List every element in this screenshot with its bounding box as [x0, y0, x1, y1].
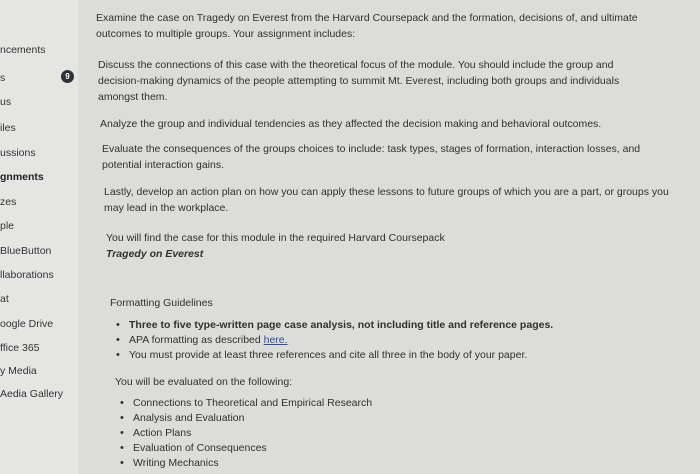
nav-item-s[interactable]: s: [0, 72, 6, 84]
nav-syllabus[interactable]: us: [0, 96, 12, 108]
evaluate-paragraph: Evaluate the consequences of the groups choices to include: task types, stages of formation, interaction losses, and potential interaction gains.: [102, 143, 641, 171]
nav-quizzes[interactable]: zes: [0, 196, 17, 208]
nav-collaborations[interactable]: llaborations: [0, 269, 54, 281]
formatting-heading: Formatting Guidelines: [110, 297, 213, 309]
apa-guideline: APA formatting as described: [129, 334, 264, 346]
apa-here-link[interactable]: here.: [263, 334, 288, 346]
nav-my-media[interactable]: y Media: [0, 365, 37, 377]
list-item: • Connections to Theoretical and Empirical Research: [117, 396, 372, 411]
lastly-paragraph: Lastly, develop an action plan on how you can apply these lessons to future groups of which you are a part, or groups you may lead in the workplace.: [104, 186, 669, 214]
notification-badge: 9: [61, 70, 74, 83]
find-case-paragraph: [106, 230, 666, 262]
list-item: • Analysis and Evaluation: [117, 411, 372, 426]
nav-discussions[interactable]: ussions: [0, 147, 36, 159]
list-item: • Writing Mechanics: [117, 456, 372, 471]
references-guideline: You must provide at least three references and cite all three in the body of your paper.: [129, 349, 528, 361]
formatting-list: [113, 318, 553, 363]
discuss-paragraph: Discuss the connections of this case with the theoretical focus of the module. You should include the group and decision-making dynamics of the people attempting to summit Mt. Everest, including both groups and individuals amongst them.: [98, 59, 620, 103]
list-item: • Action Plans: [117, 426, 372, 441]
page-length-guideline: Three to five type-written page case analysis, not including title and reference pages.: [129, 319, 554, 331]
intro-paragraph: Examine the case on Tragedy on Everest from the Harvard Coursepack and the formation, decisions of, and ultimate outcomes to multiple groups. Your assignment includes:: [96, 12, 638, 40]
list-item: • Evaluation of Consequences: [117, 441, 372, 456]
find-case-text: You will find the case for this module in the required Harvard Coursepack: [106, 232, 445, 244]
nav-media-gallery[interactable]: Aedia Gallery: [0, 388, 64, 400]
evaluation-heading: You will be evaluated on the following:: [115, 376, 293, 388]
nav-office-365[interactable]: ffice 365: [0, 342, 40, 354]
nav-bluebutton[interactable]: BlueButton: [0, 245, 52, 257]
nav-assignments[interactable]: gnments: [0, 171, 44, 183]
list-item: [113, 318, 553, 333]
nav-people[interactable]: ple: [0, 220, 15, 232]
nav-announcements[interactable]: ncements: [0, 44, 46, 56]
nav-modules[interactable]: iles: [0, 122, 16, 134]
list-item: [113, 333, 553, 348]
evaluation-list: [117, 396, 372, 471]
analyze-paragraph: Analyze the group and individual tendencies as they affected the decision making and behavioral outcomes.: [100, 118, 602, 130]
nav-google-drive[interactable]: oogle Drive: [0, 318, 54, 330]
case-title: Tragedy on Everest: [106, 248, 204, 260]
nav-chat[interactable]: at: [0, 293, 9, 305]
list-item: [113, 348, 553, 363]
